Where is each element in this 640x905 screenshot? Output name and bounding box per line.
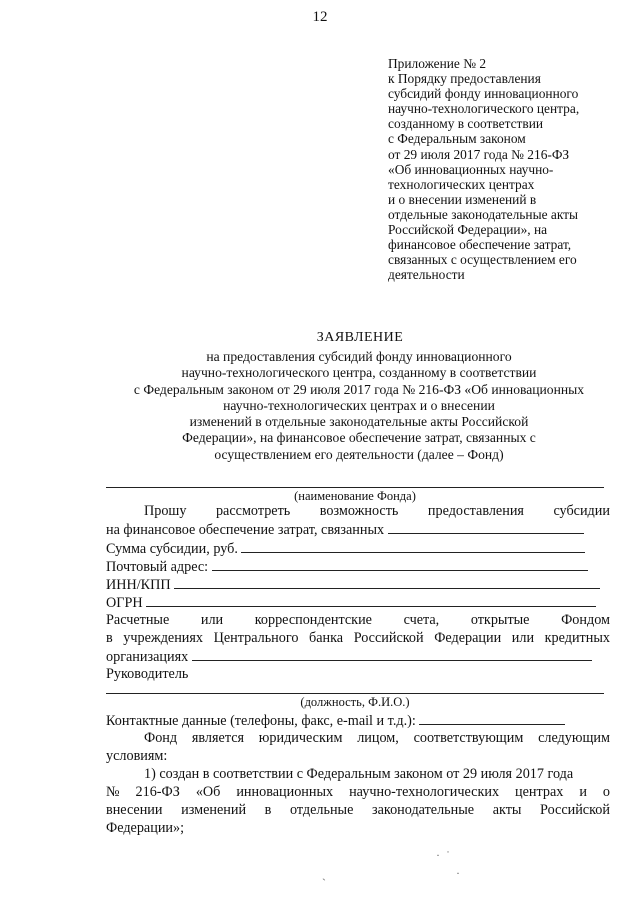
appendix-line: созданному в соответствии <box>388 116 544 132</box>
ogrn-row: ОГРН <box>106 594 596 612</box>
scan-artifact: · <box>456 866 460 880</box>
document-title: ЗАЯВЛЕНИЕ <box>316 330 404 345</box>
appendix-line: связанных с осуществлением его <box>388 252 577 268</box>
inn-kpp-row: ИНН/КПП <box>106 576 600 594</box>
accounts-field[interactable] <box>192 648 592 661</box>
postal-address-row: Почтовый адрес: <box>106 558 588 576</box>
subtitle-line: осуществлением его деятельности (далее – Фонд) <box>214 446 504 462</box>
appendix-line: технологических центрах <box>388 176 535 192</box>
postal-address-field[interactable] <box>212 558 588 571</box>
scan-artifact: ` <box>322 876 326 890</box>
subtitle-line: изменений в отдельные законодательные акты Российской <box>189 414 529 430</box>
appendix-line: Российской Федерации», на <box>388 222 548 238</box>
head-caption: (должность, Ф.И.О.) <box>300 695 410 709</box>
document-subtitle <box>0 349 640 463</box>
subtitle-line: научно-технологического центра, созданному в соответствии <box>181 365 537 381</box>
item1-line-4: Федерации»; <box>106 820 185 836</box>
fund-name-caption: (наименование Фонда) <box>294 489 416 503</box>
appendix-line: субсидий фонду инновационного <box>388 86 579 102</box>
subtitle-line: на предоставления субсидий фонду инновационного <box>206 349 512 364</box>
conditions-line-1: Фонд является юридическим лицом, соответствующим следующим <box>144 730 610 746</box>
accounts-line-3: организациях <box>106 648 592 666</box>
appendix-line: деятельности <box>388 267 465 283</box>
inn-kpp-field[interactable] <box>174 576 600 589</box>
contacts-field[interactable] <box>419 712 565 725</box>
subsidy-amount-row: Сумма субсидии, руб. <box>106 540 585 558</box>
item1-line-1: 1) создан в соответствии с Федеральным законом от 29 июля 2017 года <box>144 766 574 782</box>
item1-line-2: № 216-ФЗ «Об инновационных научно-технологических центрах и о <box>106 784 610 800</box>
appendix-line: финансовое обеспечение затрат, <box>388 237 572 253</box>
appendix-line: Приложение № 2 <box>388 56 487 71</box>
contacts-row: Контактные данные (телефоны, факс, e-mail и т.д.): <box>106 712 565 730</box>
head-row: Руководитель <box>106 666 189 682</box>
appendix-line: к Порядку предоставления <box>388 71 541 87</box>
appendix-line: от 29 июля 2017 года № 216-ФЗ <box>388 146 570 162</box>
page-number: 12 <box>312 9 328 25</box>
subtitle-line: Федерации», на финансовое обеспечение затрат, связанных с <box>182 430 536 446</box>
appendix-line: и о внесении изменений в <box>388 191 537 207</box>
appendix-line: «Об инновационных научно- <box>388 161 554 177</box>
item1-line-3: внесении изменений в отдельные законодательные акты Российской <box>106 802 610 818</box>
subsidy-amount-field[interactable] <box>241 540 585 553</box>
accounts-line-1: Расчетные или корреспондентские счета, открытые Фондом <box>106 612 610 628</box>
scan-artifact: · ˙ <box>436 848 450 862</box>
request-line-1: Прошу рассмотреть возможность предоставления субсидии <box>144 503 610 519</box>
conditions-line-2: условиям: <box>106 748 168 764</box>
request-line-2: на финансовое обеспечение затрат, связанных <box>106 521 584 539</box>
subtitle-line: с Федеральным законом от 29 июля 2017 года № 216-ФЗ «Об инновационных <box>133 381 585 397</box>
appendix-block <box>388 56 579 282</box>
subtitle-line: научно-технологических центрах и о внесении <box>223 397 495 413</box>
appendix-line: научно-технологического центра, <box>388 101 580 117</box>
head-field[interactable] <box>106 693 604 694</box>
ogrn-field[interactable] <box>146 594 596 607</box>
appendix-line: с Федеральным законом <box>388 131 526 147</box>
accounts-line-2: в учреждениях Центрального банка Российской Федерации или кредитных <box>106 630 610 646</box>
fund-name-field[interactable] <box>106 487 604 488</box>
expense-purpose-field[interactable] <box>388 521 584 534</box>
appendix-line: отдельные законодательные акты <box>388 206 578 222</box>
